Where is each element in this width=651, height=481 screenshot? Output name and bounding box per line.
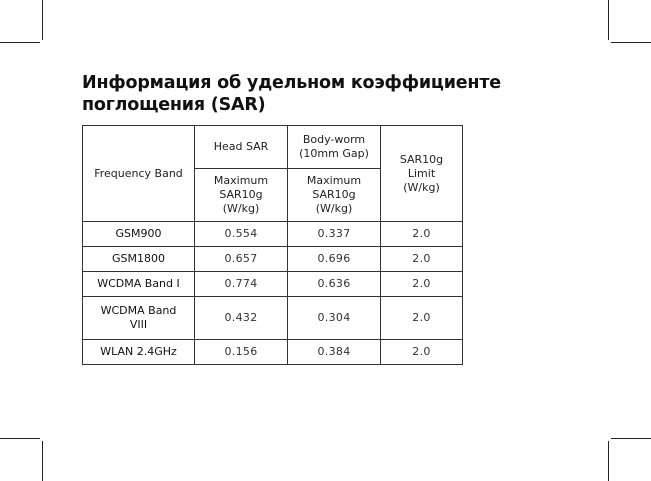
crop-mark bbox=[0, 438, 40, 439]
crop-mark bbox=[608, 441, 609, 481]
crop-mark bbox=[611, 42, 651, 43]
header-limit: SAR10g Limit (W/kg) bbox=[381, 126, 463, 222]
head-sar-cell: 0.774 bbox=[195, 272, 288, 297]
header-max-body: Maximum SAR10g (W/kg) bbox=[288, 169, 381, 222]
crop-mark bbox=[608, 0, 609, 40]
header-frequency-band: Frequency Band bbox=[83, 126, 195, 222]
band-cell: GSM1800 bbox=[83, 247, 195, 272]
band-cell: WLAN 2.4GHz bbox=[83, 340, 195, 365]
body-sar-cell: 0.696 bbox=[288, 247, 381, 272]
crop-mark bbox=[42, 0, 43, 40]
crop-mark bbox=[0, 42, 40, 43]
page-title: Информация об удельном коэффициенте поглощения (SAR) bbox=[82, 73, 501, 115]
header-max-head: Maximum SAR10g (W/kg) bbox=[195, 169, 288, 222]
limit-cell: 2.0 bbox=[381, 222, 463, 247]
body-sar-cell: 0.337 bbox=[288, 222, 381, 247]
table-row bbox=[83, 340, 463, 365]
crop-mark bbox=[42, 441, 43, 481]
band-cell: WCDMA Band I bbox=[83, 272, 195, 297]
table-row bbox=[83, 297, 463, 340]
limit-cell: 2.0 bbox=[381, 272, 463, 297]
head-sar-cell: 0.156 bbox=[195, 340, 288, 365]
body-sar-cell: 0.304 bbox=[288, 297, 381, 340]
table-header-row bbox=[83, 126, 463, 169]
head-sar-cell: 0.432 bbox=[195, 297, 288, 340]
head-sar-cell: 0.554 bbox=[195, 222, 288, 247]
table-row bbox=[83, 247, 463, 272]
limit-cell: 2.0 bbox=[381, 297, 463, 340]
limit-cell: 2.0 bbox=[381, 340, 463, 365]
band-cell: GSM900 bbox=[83, 222, 195, 247]
table-row bbox=[83, 272, 463, 297]
sar-table bbox=[82, 125, 463, 365]
body-sar-cell: 0.636 bbox=[288, 272, 381, 297]
head-sar-cell: 0.657 bbox=[195, 247, 288, 272]
band-cell: WCDMA Band VIII bbox=[83, 297, 195, 340]
table-row bbox=[83, 222, 463, 247]
crop-mark bbox=[611, 438, 651, 439]
header-body-worn: Body-worm (10mm Gap) bbox=[288, 126, 381, 169]
body-sar-cell: 0.384 bbox=[288, 340, 381, 365]
header-head-sar: Head SAR bbox=[195, 126, 288, 169]
limit-cell: 2.0 bbox=[381, 247, 463, 272]
